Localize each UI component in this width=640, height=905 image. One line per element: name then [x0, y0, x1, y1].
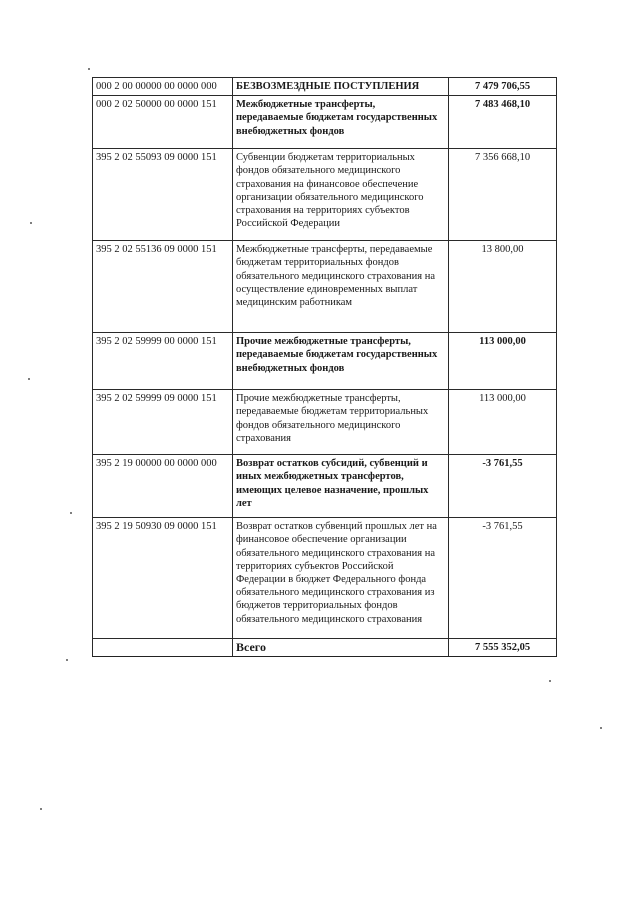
amount: 13 800,00	[449, 241, 557, 333]
table-row	[93, 149, 557, 241]
amount: 7 479 706,55	[449, 78, 557, 96]
scan-speck	[66, 659, 68, 661]
scan-speck	[40, 808, 42, 810]
table-row	[93, 333, 557, 390]
scan-speck	[549, 680, 551, 682]
total-label: Всего	[233, 639, 449, 657]
budget-code: 395 2 19 00000 00 0000 000	[93, 455, 233, 518]
item-name: Возврат остатков субвенций прошлых лет на финансовое обеспечение организации обязательного медицинского страхования на территориях субъектов Российской Федерации в бюджет Федерального фонда обязательного медицинского страхования из бюджетов территориальных фондов обязательного медицинского страхования	[233, 518, 449, 639]
table-row	[93, 96, 557, 149]
table-row	[93, 78, 557, 96]
revenue-table	[92, 77, 557, 657]
budget-code: 000 2 00 00000 00 0000 000	[93, 78, 233, 96]
budget-code: 000 2 02 50000 00 0000 151	[93, 96, 233, 149]
budget-code: 395 2 19 50930 09 0000 151	[93, 518, 233, 639]
scan-speck	[70, 512, 72, 514]
item-name: БЕЗВОЗМЕЗДНЫЕ ПОСТУПЛЕНИЯ	[233, 78, 449, 96]
budget-code	[93, 639, 233, 657]
item-name: Межбюджетные трансферты, передаваемые бюджетам территориальных фондов обязательного медицинского страхования на осуществление единовременных выплат медицинским работникам	[233, 241, 449, 333]
amount: 113 000,00	[449, 333, 557, 390]
amount: 7 356 668,10	[449, 149, 557, 241]
budget-code: 395 2 02 59999 00 0000 151	[93, 333, 233, 390]
table-row	[93, 518, 557, 639]
scan-speck	[28, 378, 30, 380]
amount: -3 761,55	[449, 518, 557, 639]
scan-speck	[30, 222, 32, 224]
item-name: Субвенции бюджетам территориальных фондов обязательного медицинского страхования на финансовое обеспечение организации обязательного медицинского страхования на территориях субъектов Российской Федерации	[233, 149, 449, 241]
budget-code: 395 2 02 55093 09 0000 151	[93, 149, 233, 241]
budget-code: 395 2 02 59999 09 0000 151	[93, 390, 233, 455]
scan-speck	[600, 727, 602, 729]
table-row	[93, 241, 557, 333]
total-amount: 7 555 352,05	[449, 639, 557, 657]
item-name: Прочие межбюджетные трансферты, передаваемые бюджетам территориальных фондов обязательного медицинского страхования	[233, 390, 449, 455]
budget-code: 395 2 02 55136 09 0000 151	[93, 241, 233, 333]
table-row	[93, 390, 557, 455]
item-name: Межбюджетные трансферты, передаваемые бюджетам государственных внебюджетных фондов	[233, 96, 449, 149]
item-name: Возврат остатков субсидий, субвенций и иных межбюджетных трансфертов, имеющих целевое назначение, прошлых лет	[233, 455, 449, 518]
amount: 113 000,00	[449, 390, 557, 455]
amount: 7 483 468,10	[449, 96, 557, 149]
item-name: Прочие межбюджетные трансферты, передаваемые бюджетам государственных внебюджетных фондов	[233, 333, 449, 390]
amount: -3 761,55	[449, 455, 557, 518]
total-row	[93, 639, 557, 657]
table-row	[93, 455, 557, 518]
scan-speck	[88, 68, 90, 70]
